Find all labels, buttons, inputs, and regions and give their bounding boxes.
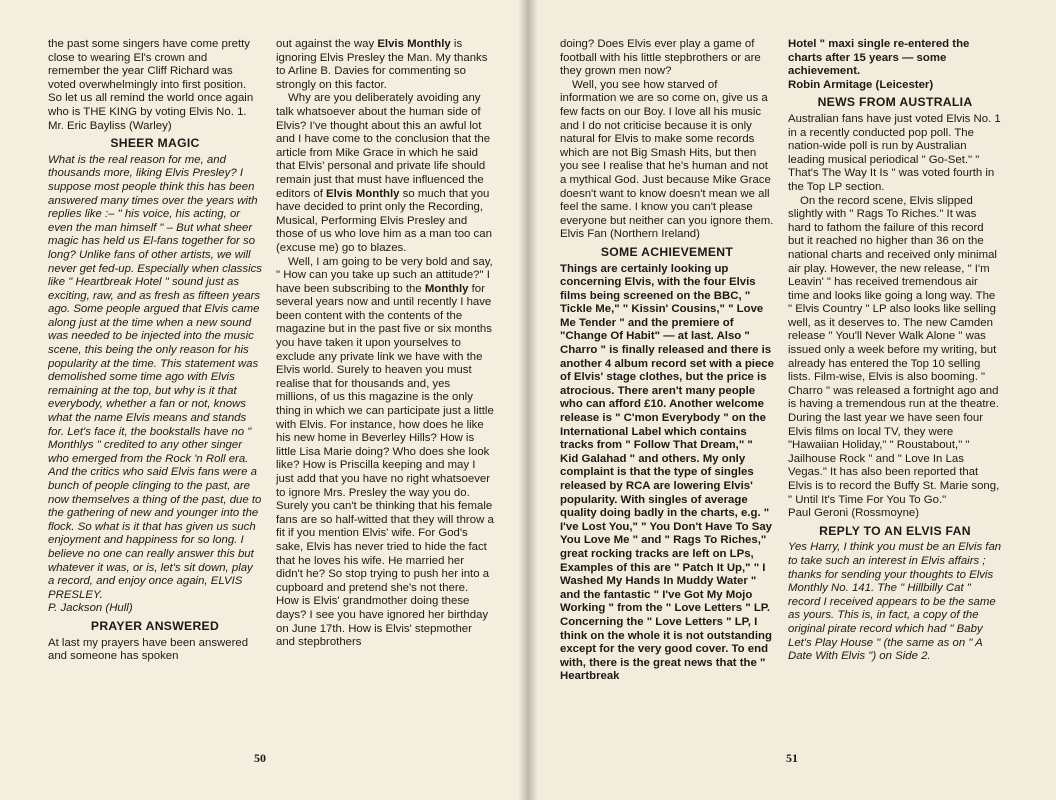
letter-paragraph: Well, you see how starved of information we are so come on, give us a few facts on our Boy. I love all his music and I do not criticise because it is only natural for Elvis to make some records which are not Big Smash Hits, but then you see I realise that he's human and not a mythical God. Just because Mike Grace doesn't want to know doesn't mean we all feel the same. I know you can't please everyone but neither can you ignore them. — [560, 78, 774, 227]
magazine-name: Elvis Monthly — [377, 38, 451, 50]
letter-paragraph: Yes Harry, I think you must be an Elvis fan to take such an interest in Elvis affairs ; thanks for sending your thoughts to Elvis Monthly No. 141. The " Hillbilly Cat " record I received appears to be the same as yours. This is, in fact, a copy of the original pirate record which had " Baby Let's Play House " (the same as on " A Date With Elvis ") on Side 2. — [788, 541, 1002, 663]
text-run: for several years now and until recently I have been content with the contents of the magazine but in the past five or six months you have taken it upon yourselves to exclude any private link we have with the Elvis world. Surely to heaven you must realise that for thousands and, yes millions, of us this magazine is the only thing in which we can participate just a little with Elvis. For instance, how does he like his new home in Beverley Hills? How is little Lisa Marie doing? Who does she look like? How is Priscilla keeping and may I just add that you have no right whatsoever to ignore Mrs. Presley the way you do. Surely you can't be thinking that his female fans are so half-witted that they will throw a fit if you mention Elvis' wife. For God's sake, Elvis has never tried to hide the fact that he loves his wife. He married her didn't he? So stop trying to push her into a cupboard and pretend she's not there. How is Elvis' grandmother doing these days? I see you have ignored her birthday on June 17th. How is Elvis' stepmother and stepbrothers — [276, 282, 494, 649]
section-heading-sheer-magic: SHEER MAGIC — [110, 136, 200, 151]
text-run: so much that you have decided to print only the Recording, Musical, Performing Elvis Presley and those of us who love him as a man too can (excuse me) go to blazes. — [276, 187, 492, 254]
page-number: 50 — [254, 751, 266, 765]
section-heading-prayer-answered: PRAYER ANSWERED — [90, 618, 220, 633]
letter-paragraph — [276, 38, 494, 92]
text-run: Well, I am going to be very bold and say, " How can you take up such an attitude?" I have been subscribing to the — [276, 255, 493, 295]
left-column-1 — [48, 38, 262, 664]
letter-paragraph: Hotel " maxi single re-entered the charts after 15 years — some achievement. — [788, 38, 970, 78]
text-run: Why are you deliberately avoiding any talk whatsoever about the human side of Elvis? I've thought about this an awful lot and I have come to the conclusion that the article from Mike Grace in which he said that Elvis' personal and private life should remain just that must have influenced the editors of — [276, 92, 491, 200]
section-heading-some-achievement: SOME ACHIEVEMENT — [600, 244, 734, 259]
right-column-2 — [788, 38, 1002, 664]
letter-paragraph: Things are certainly looking up concerning Elvis, with the four Elvis films being screened on the BBC, " Tickle Me," " Kissin' Cousins," " Love Me Tender " and the premiere of "Change Of Habit" — at last. Also " Charro " is finally released and there is another 4 album record set with a piece of Elvis' stage clothes, but the price is atrocious. There aren't many people who can afford £10. Another welcome release is " C'mon Everybody " on the International Label which contains tracks from " Follow That Dream," " Kid Galahad " and others. My only complaint is that the type of singles released by RCA are lowering Elvis' popularity. With singles of average quality doing badly in the charts, e.g. " I've Lost You," " You Don't Have To Say You Love Me " and " Rags To Riches," great rocking tracks are left on LPs, Examples of this are " Patch It Up," " I Washed My Hands In Muddy Water " and the fantastic " I've Got My Mojo Working " from the " Love Letters " LP. Concerning the " Love Letters " LP, I think on the whole it is not outstanding except for the very good cover. To end with, there is the great news that the " Heartbreak — [560, 262, 774, 683]
letter-paragraph: the past some singers have come pretty close to wearing El's crown and remember the year Cliff Richard was voted overwhelmingly into first position. So let us all remind the world once again who is THE KING by voting Elvis No. 1. — [48, 38, 254, 118]
right-column-1 — [560, 38, 774, 684]
text-run: is ignoring Elvis Presley the Man. My thanks to Arline B. Davies for commenting so strongly on this factor. — [276, 38, 488, 91]
letter-signature: Paul Geroni (Rossmoyne) — [788, 507, 920, 520]
letter-paragraph — [276, 256, 494, 650]
section-heading-news-from-australia: NEWS FROM AUSTRALIA — [817, 95, 973, 110]
letter-signature: Robin Armitage (Leicester) — [788, 78, 934, 91]
section-heading-reply-to-an-elvis-fan: REPLY TO AN ELVIS FAN — [819, 523, 971, 538]
letter-paragraph — [276, 92, 494, 255]
letter-signature: Elvis Fan (Northern Ireland) — [560, 228, 700, 241]
right-page — [528, 0, 1056, 800]
page-gutter — [518, 0, 538, 800]
letter-paragraph: Australian fans have just voted Elvis No. 1 in a recently conducted pop poll. The nation-wide poll is run by Australian leading musical periodical " Go-Set." " That's The Way It Is " was voted fourth in the Top LP section. — [788, 112, 1001, 193]
letter-paragraph: At last my prayers have been answered and someone has spoken — [48, 636, 249, 663]
magazine-name: Elvis Monthly — [326, 187, 400, 200]
text-run: out against the way — [276, 38, 378, 50]
letter-signature: Mr. Eric Bayliss (Warley) — [48, 119, 172, 132]
letter-paragraph: On the record scene, Elvis slipped slightly with " Rags To Riches." It was hard to fathom the failure of this record but it reached no higher than 36 on the national charts and received only minimal air play. However, the new release, " I'm Leavin' " has received tremendous air time and looks like going a long way. The " Elvis Country " LP also looks like selling well, as it deserves to. The new Camden release " You'll Never Walk Alone " was issued only a week before my writing, but already has entered the Top 10 selling lists. Film-wise, Elvis is also booming. " Charro " was released a fortnight ago and is having a tremendous run at the theatre. During the last year we have seen four Elvis films on local TV, they were "Hawaiian Holiday," " Roustabout," " Jailhouse Rock " and " Love In Las Vegas." It has also been reported that Elvis is to record the Buffy St. Marie song, " Until It's Time For You To Go." — [788, 194, 1000, 506]
page-number: 51 — [786, 751, 798, 765]
magazine-name: Monthly — [424, 282, 469, 295]
letter-paragraph: doing? Does Elvis ever play a game of football with his little stepbrothers or are they grown men now? — [560, 38, 761, 78]
left-column-2 — [276, 38, 494, 650]
letter-signature: P. Jackson (Hull) — [48, 602, 133, 615]
letter-paragraph: What is the real reason for me, and thousands more, liking Elvis Presley? I suppose most people think this has been answered many times over the years with replies like :– " his voice, his acting, or even the man himself " – But what sheer magic has held us El-fans together for so long? Unlike fans of other artists, we will never get fed-up. Especially when classics like " Heartbreak Hotel " sound just as exciting, raw, and as fresh as fifteen years ago. Some people argued that Elvis came along just at the time when a new sound was needed to be injected into the music scene, this being the only reason for his popularity at the time. This statement was demolished some time ago with Elvis remaining at the top, but why is it that everybody, whether a fan or not, knows what the name Elvis means and stands for. Let's face it, the bookstalls have no " Monthlys " credited to any other singer who emerged from the Rock 'n Roll era. And the critics who said Elvis fans were a bunch of people clinging to the past, are now themselves a thing of the past, due to the gathering of new and younger into the flock. So what is it that has given us such enjoyment and happiness for so long. I believe no one can really answer this but whatever it was, or is, let's sit down, play a record, and enjoy once again, ELVIS PRESLEY. — [48, 153, 262, 601]
